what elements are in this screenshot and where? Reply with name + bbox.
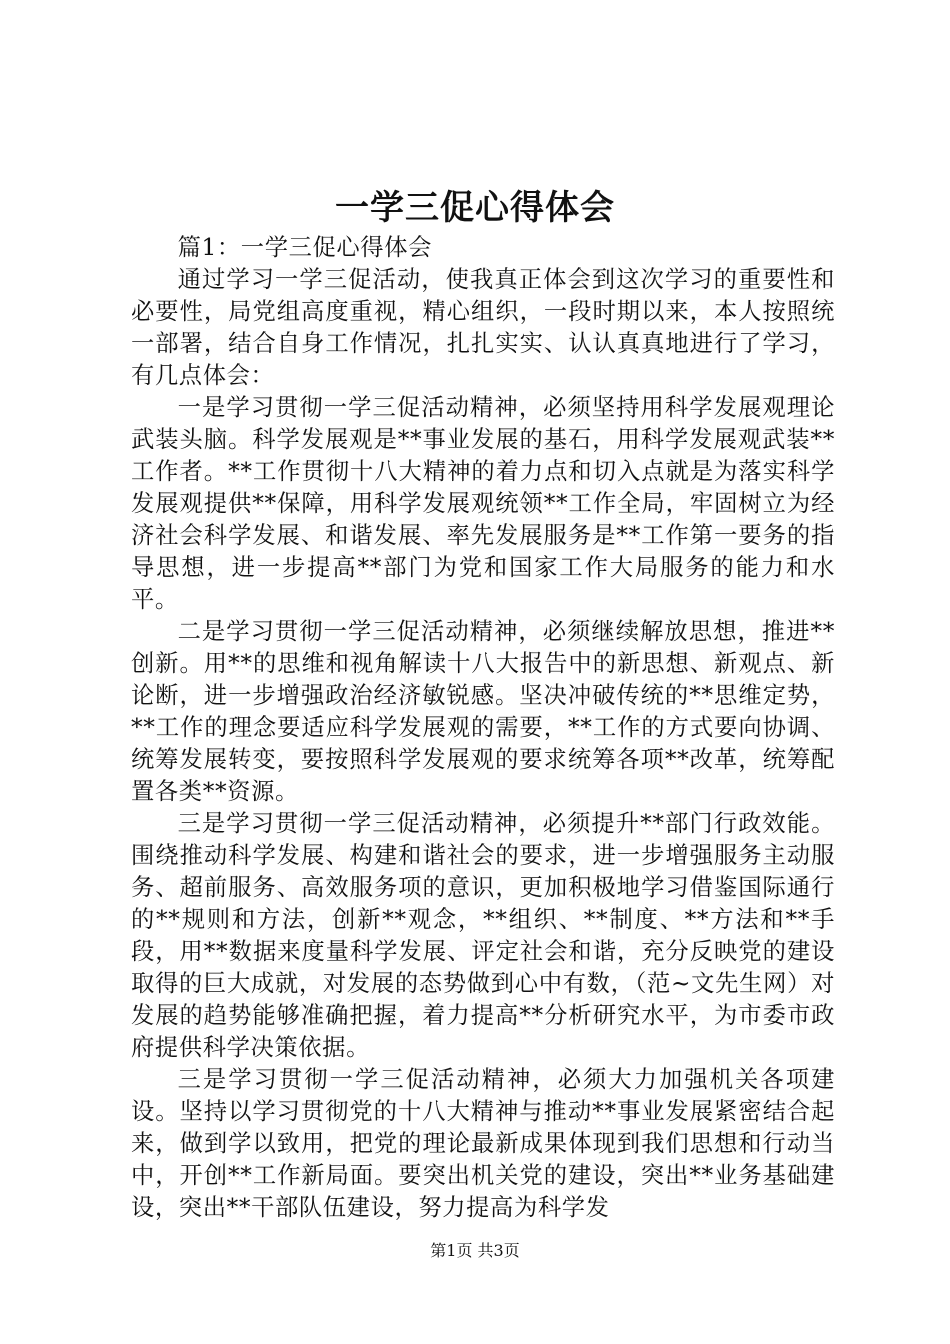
paragraph-point-2: 二是学习贯彻一学三促活动精神，必须继续解放思想，推进**创新。用**的思维和视角解读十八大报告中的新思想、新观点、新论断，进一步增强政治经济敏锐感。坚决冲破传统的**思维定势，**工作的理念要适应科学发展观的需要，**工作的方式要向协调、统筹发展转变，要按照科学发展观的要求统筹各项**改革，统筹配置各类**资源。 (131, 618, 835, 805)
document-title: 一学三促心得体会 (335, 188, 615, 228)
paragraph-intro: 通过学习一学三促活动，使我真正体会到这次学习的重要性和必要性，局党组高度重视，精心组织，一段时期以来，本人按照统一部署，结合自身工作情况，扎扎实实、认认真真地进行了学习，有几点体会： (131, 266, 835, 389)
paragraph-point-4: 三是学习贯彻一学三促活动精神，必须大力加强机关各项建设。坚持以学习贯彻党的十八大精神与推动**事业发展紧密结合起来，做到学以致用，把党的理论最新成果体现到我们思想和行动当中，开创**工作新局面。要突出机关党的建设，突出**业务基础建设，突出**干部队伍建设，努力提高为科学发 (131, 1066, 835, 1221)
section-heading: 篇1：一学三促心得体会 (177, 234, 432, 261)
page-number-footer: 第1页 共3页 (430, 1241, 520, 1260)
paragraph-point-1: 一是学习贯彻一学三促活动精神，必须坚持用科学发展观理论武装头脑。科学发展观是**事业发展的基石，用科学发展观武装**工作者。**工作贯彻十八大精神的着力点和切入点就是为落实科学发展观提供**保障，用科学发展观统领**工作全局，牢固树立为经济社会科学发展、和谐发展、率先发展服务是**工作第一要务的指导思想，进一步提高**部门为党和国家工作大局服务的能力和水平。 (131, 394, 835, 613)
document-body (131, 232, 835, 1224)
paragraph-point-3: 三是学习贯彻一学三促活动精神，必须提升**部门行政效能。围绕推动科学发展、构建和谐社会的要求，进一步增强服务主动服务、超前服务、高效服务项的意识，更加积极地学习借鉴国际通行的**规则和方法，创新**观念，**组织、**制度、**方法和**手段，用**数据来度量科学发展、评定社会和谐，充分反映党的建设取得的巨大成就，对发展的态势做到心中有数，（范~文先生网）对发展的趋势能够准确把握，着力提高**分析研究水平，为市委市政府提供科学决策依据。 (131, 810, 835, 1061)
